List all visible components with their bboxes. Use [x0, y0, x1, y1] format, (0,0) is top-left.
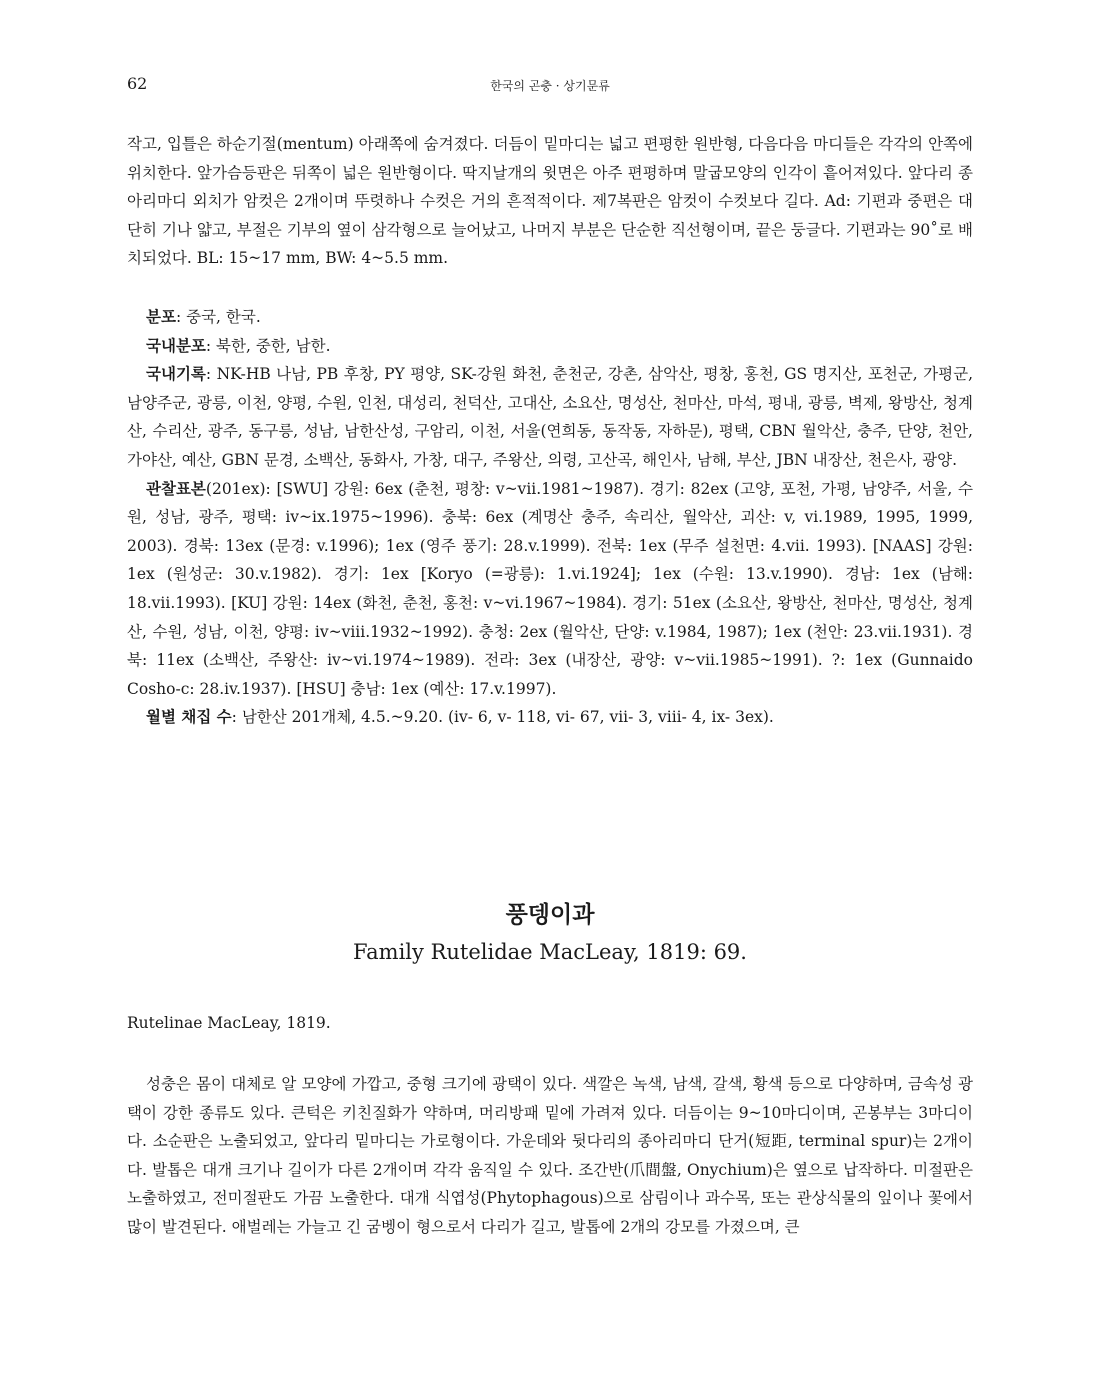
domestic-records-label: 국내기록 [146, 364, 206, 384]
family-scientific-name: Family Rutelidae MacLeay, 1819: 69. [353, 940, 747, 964]
examined-specimens-label: 관찰표본 [146, 478, 206, 498]
family-korean-name: 풍뎅이과 [505, 901, 595, 928]
spacer [127, 273, 973, 303]
page-number: 62 [127, 74, 148, 93]
monthly-collections-line [127, 703, 973, 732]
distribution-line [127, 303, 973, 332]
family-description [127, 1070, 973, 1242]
examined-specimens-text: (201ex): [SWU] 강원: 6ex (춘천, 평창: v~vii.1981~1987). 경기: 82ex (고양, 포천, 가평, 남양주, 서울, 수원, 성남, 광주, 평택: iv~ix.1975~1996). 충북: 6ex (계명산 충주, 속리산, 월악산, 괴산: v, vi.1989, 1995, 1999, 2003). 경북: 13ex (문경: v.1996); 1ex (영주 풍기: 28.v.1999). 전북: 1ex (무주 설천면: 4.vii. 1993). [NAAS] 강원: 1ex (원성군: 30.v.1982). 경기: 1ex [Koryo (=광릉): 1.vi.1924]; 1ex (수원: 13.v.1990). 경남: 1ex (남해: 18.vii.1993). [KU] 강원: 14ex (화천, 춘천, 홍천: v~vi.1967~1984). 경기: 51ex (소요산, 왕방산, 천마산, 명성산, 청계산, 수원, 성남, 이천, 양평: iv~viii.1932~1992). 충청: 2ex (월악산, 단양: v.1984, 1987); 1ex (천안: 23.vii.1931). 경북: 11ex (소백산, 주왕산: iv~vi.1974~1989). 전라: 3ex (내장산, 광양: v~vii.1985~1991). ?: 1ex (Gunnaido Cosho-c: 28.iv.1937). [HSU] 충남: 1ex (예산: 17.v.1997). [127, 479, 973, 698]
distribution-text: : 중국, 한국. [175, 307, 261, 326]
domestic-records-paragraph [127, 360, 973, 474]
examined-specimens-paragraph [127, 475, 973, 704]
family-description-paragraph: 성충은 몸이 대체로 알 모양에 가깝고, 중형 크기에 광택이 있다. 색깔은 녹색, 남색, 갈색, 황색 등으로 다양하며, 금속성 광택이 강한 종류도 있다. 큰턱은 키친질화가 약하며, 머리방패 밑에 가려져 있다. 더듬이는 9~10마디이며, 곤봉부는 3마디이다. 소순판은 노출되었고, 앞다리 밑마디는 가로형이다. 가운데와 뒷다리의 종아리마디 단거(短距, terminal spur)는 2개이다. 발톱은 대개 크기나 길이가 다른 2개이며 각각 움직일 수 있다. 조간반(爪間盤, Onychium)은 옆으로 납작하다. 미절판은 노출하였고, 전미절판도 가끔 노출한다. 대개 식엽성(Phytophagous)으로 삼림이나 과수목, 또는 관상식물의 잎이나 꽃에서 많이 발견된다. 애벌레는 가늘고 긴 굼벵이 형으로서 다리가 길고, 발톱에 2개의 강모를 가졌으며, 큰 [127, 1075, 973, 1236]
domestic-distribution-line [127, 332, 973, 361]
family-heading [127, 898, 973, 968]
family-synonym: Rutelinae MacLeay, 1819. [127, 1014, 331, 1032]
species-account [127, 130, 973, 732]
monthly-collections-text: : 남한산 201개체, 4.5.~9.20. (iv- 6, v- 118, vi- 67, vii- 3, viii- 4, ix- 3ex). [231, 708, 774, 727]
page-header [127, 74, 973, 98]
domestic-records-text: : NK-HB 나남, PB 후창, PY 평양, SK-강원 화천, 춘천군, 강촌, 삼악산, 평창, 홍천, GS 명지산, 포천군, 가평군, 남양주군, 광릉, 이천, 양평, 수원, 인천, 대성리, 천덕산, 고대산, 소요산, 명성산, 천마산, 마석, 평내, 광릉, 벽제, 왕방산, 청계산, 수리산, 광주, 동구릉, 성남, 남한산성, 구암리, 이천, 서울(연희동, 동작동, 자하문), 평택, CBN 월악산, 충주, 단양, 천안, 가야산, 예산, GBN 문경, 소백산, 동화사, 가창, 대구, 주왕산, 의령, 고산곡, 해인사, 남해, 부산, JBN 내장산, 천은사, 광양. [127, 365, 973, 469]
domestic-distribution-label: 국내분포 [146, 335, 206, 355]
running-title: 한국의 곤충 · 상기문류 [490, 79, 610, 93]
domestic-distribution-text: : 북한, 중한, 남한. [205, 336, 331, 355]
distribution-label: 분포 [146, 306, 176, 326]
description-paragraph: 작고, 입틀은 하순기절(mentum) 아래쪽에 숨겨졌다. 더듬이 밑마디는 넓고 편평한 원반형, 다음다음 마디들은 각각의 안쪽에 위치한다. 앞가슴등판은 뒤쪽이 넓은 원반형이다. 딱지날개의 윗면은 아주 편평하며 말굽모양의 인각이 흩어져있다. 앞다리 종아리마디 외치가 암컷은 2개이며 뚜렷하나 수컷은 거의 흔적적이다. 제7복판은 암컷이 수컷보다 길다. Ad: 기편과 중편은 대단히 기나 얇고, 부절은 기부의 옆이 삼각형으로 늘어났고, 나머지 부분은 단순한 직선형이며, 끝은 둥글다. 기편과는 90˚로 배치되었다. BL: 15~17 mm, BW: 4~5.5 mm. [127, 135, 973, 268]
monthly-collections-label: 월별 채집 수 [146, 707, 232, 727]
